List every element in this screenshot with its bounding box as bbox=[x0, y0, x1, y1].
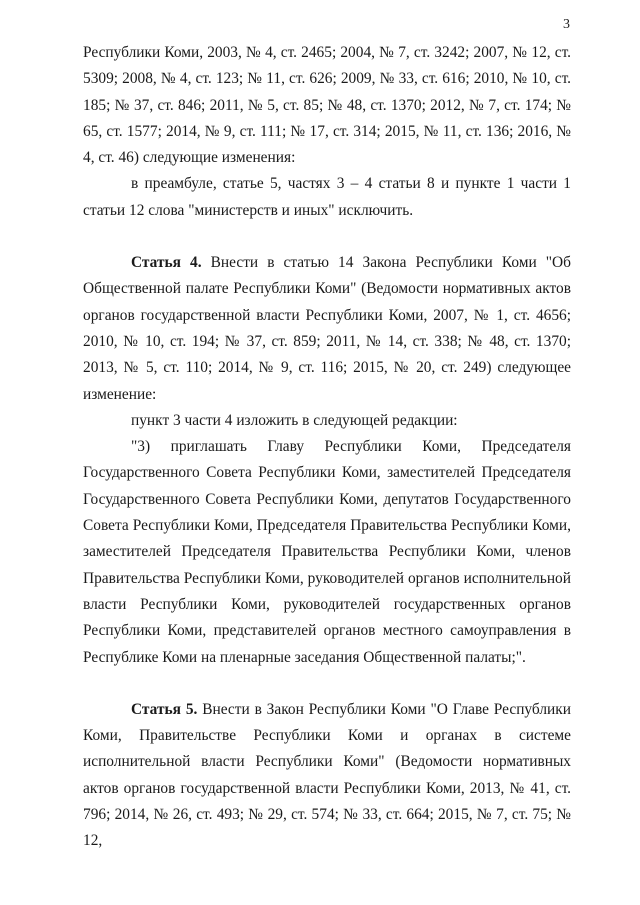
article4-intro: Внести в статью 14 Закона Республики Коми "Об Общественной палате Республики Коми" (Ведомости нормативных актов органов государственной власти Республики Коми, 2007, № 1, ст. 4656; 2010, № 10, ст. 194; № 37, ст. 859; 2011, № 14, ст. 338; № 48, ст. 1370; 2013, № 5, ст. 110; 2014, № 9, ст. 116; 2015, № 20, ст. 249) следующее изменение: bbox=[83, 254, 571, 403]
article4-heading: Статья 4. bbox=[131, 254, 202, 272]
article5-heading: Статья 5. bbox=[131, 700, 198, 718]
block1-references: Республики Коми, 2003, № 4, ст. 2465; 2004, № 7, ст. 3242; 2007, № 12, ст. 5309; 2008, № 4, ст. 123; № 11, ст. 626; 2009, № 33, ст. 616; 2010, № 10, ст. 185; № 37, ст. 846; 2011, № 5, ст. 85; № 48, ст. 1370; 2012, № 7, ст. 174; № 65, ст. 1577; 2014, № 9, ст. 111; № 17, ст. 314; 2015, № 11, ст. 136; 2016, № 4, ст. 46) следующие изменения: bbox=[83, 44, 571, 167]
article4-paragraph bbox=[83, 250, 571, 408]
page-number: 3 bbox=[563, 17, 570, 32]
block1-change: в преамбуле, статье 5, частях 3 – 4 статьи 8 и пункте 1 части 1 статьи 12 слова "министерств и иных" исключить. bbox=[83, 175, 571, 219]
article4-instruction: пункт 3 части 4 изложить в следующей редакции: bbox=[131, 411, 458, 429]
article5-paragraph bbox=[83, 697, 571, 855]
article4-quote: "3) приглашать Главу Республики Коми, Председателя Государственного Совета Республики Коми, заместителей Председателя Государственного Совета Республики Коми, депутатов Государственного Совета Республики Коми, Председателя Правительства Республики Коми, заместителей Председателя Правительства Республики Коми, членов Правительства Республики Коми, руководителей органов исполнительной власти Республики Коми, руководителей государственных органов Республики Коми, представителей органов местного самоуправления в Республике Коми на пленарные заседания Общественной палаты;". bbox=[83, 438, 571, 666]
paragraph-spacer bbox=[83, 671, 571, 697]
document-body bbox=[83, 40, 571, 855]
article5-intro: Внести в Закон Республики Коми "О Главе Республики Коми, Правительстве Республики Коми и органах в системе исполнительной власти Республики Коми" (Ведомости нормативных актов органов государственной власти Республики Коми, 2013, № 41, ст. 796; 2014, № 26, ст. 493; № 29, ст. 574; № 33, ст. 664; 2015, № 7, ст. 75; № 12, bbox=[83, 700, 571, 850]
paragraph-spacer bbox=[83, 224, 571, 250]
